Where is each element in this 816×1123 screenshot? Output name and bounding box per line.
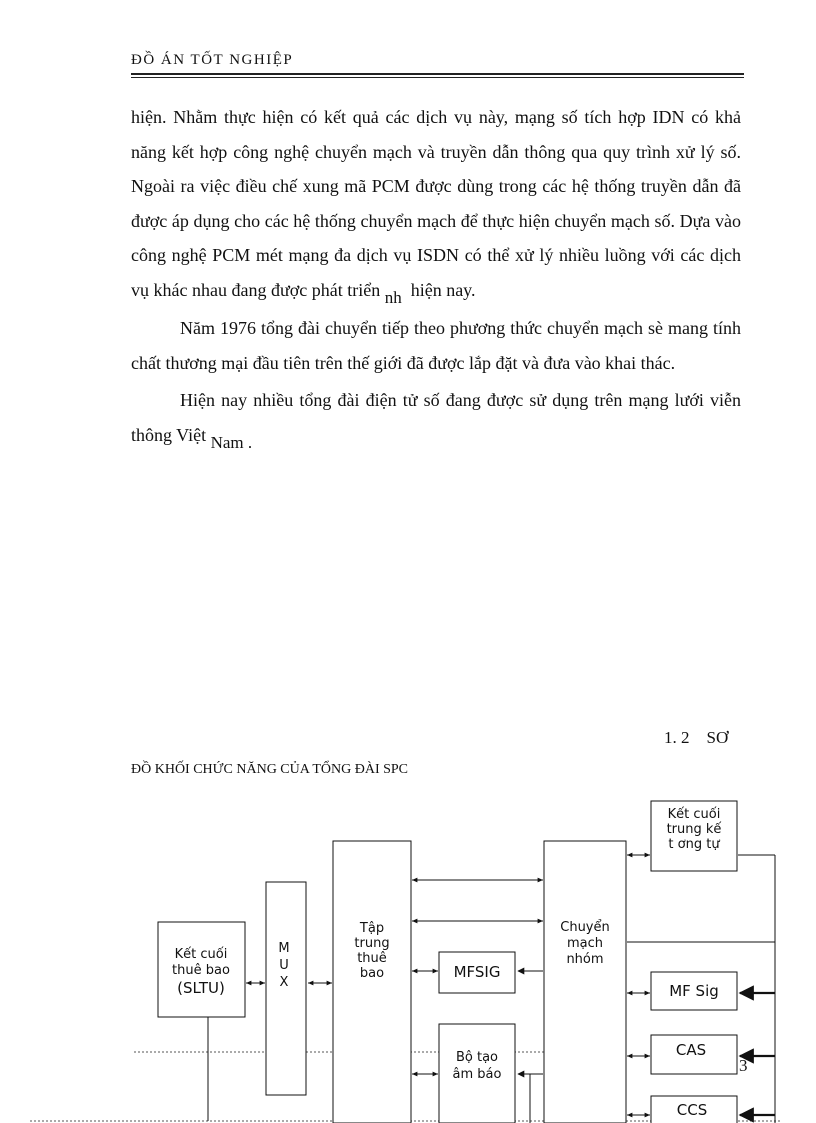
mfsig-label: MFSIG (453, 963, 501, 981)
tap-trung-label-1: Tập (359, 921, 385, 936)
tap-trung-label-4: bao (359, 966, 385, 981)
mux-label-m: M (278, 941, 290, 956)
sltu-label-2: thuê bao (172, 963, 230, 978)
page-header: ĐỒ ÁN TỐT NGHIỆP (131, 52, 294, 68)
chuyen-mach-label-3: nhóm (566, 952, 604, 967)
sltu-label-1: Kết cuối (174, 947, 228, 962)
tap-trung-box (333, 841, 411, 1123)
bo-tao-label-2: âm báo (452, 1067, 502, 1082)
mux-label-u: U (279, 958, 289, 973)
paragraph-2: Năm 1976 tổng đài chuyển tiếp theo phương thức chuyển mạch sè mang tính chất thương mại đầu tiên trên thế giới đã được lắp đặt và đưa vào khai thác. (131, 318, 741, 373)
mf-sig-label: MF Sig (669, 982, 719, 1000)
cas-label: CAS (675, 1041, 707, 1059)
trung-ke-label-1: Kết cuối (667, 807, 721, 822)
tap-trung-label-3: thuê (357, 951, 387, 966)
sltu-label-3: (SLTU) (177, 979, 225, 997)
paragraph-1: hiện. Nhằm thực hiện có kết quả các dịch vụ này, mạng số tích hợp IDN có khả năng kết hợp công nghệ chuyển mạch và truyền dẫn thông qua quy trình xử lý số. Ngoài ra việc điều chế xung mã PCM được dùng trong các hệ thống truyền dẫn đã được áp dụng cho các hệ thống chuyển mạch để thực hiện chuyển mạch số. Dựa vào công nghệ PCM mét mạng đa dịch vụ ISDN có thể xử lý nhiều luồng với các dịch vụ khác nhau đang được phát triển nh hiện nay. (131, 107, 741, 307)
paragraph-3: Hiện nay nhiều tổng đài điện tử số đang được sử dụng trên mạng lưới viễn thông Việt Nam . (131, 390, 741, 452)
subscript-nh: nh (384, 287, 402, 307)
chuyen-mach-box (544, 841, 626, 1123)
mux-label-x: X (279, 975, 289, 990)
trung-ke-label-3: t ơng tự (668, 837, 720, 852)
chuyen-mach-label-2: mạch (566, 936, 604, 951)
bo-tao-label-1: Bộ tạo (455, 1050, 499, 1065)
trung-ke-label-2: trung kế (666, 822, 722, 837)
page-number: 3 (739, 1056, 748, 1075)
section-title: ĐỒ KHỐI CHỨC NĂNG CỦA TỔNG ĐÀI SPC (131, 762, 409, 777)
section-number: 1. 2 SƠ (664, 728, 729, 747)
ccs-label: CCS (676, 1101, 708, 1119)
subscript-nam: Nam . (210, 432, 253, 452)
chuyen-mach-label-1: Chuyển (560, 920, 610, 935)
tap-trung-label-2: trung (354, 936, 390, 951)
